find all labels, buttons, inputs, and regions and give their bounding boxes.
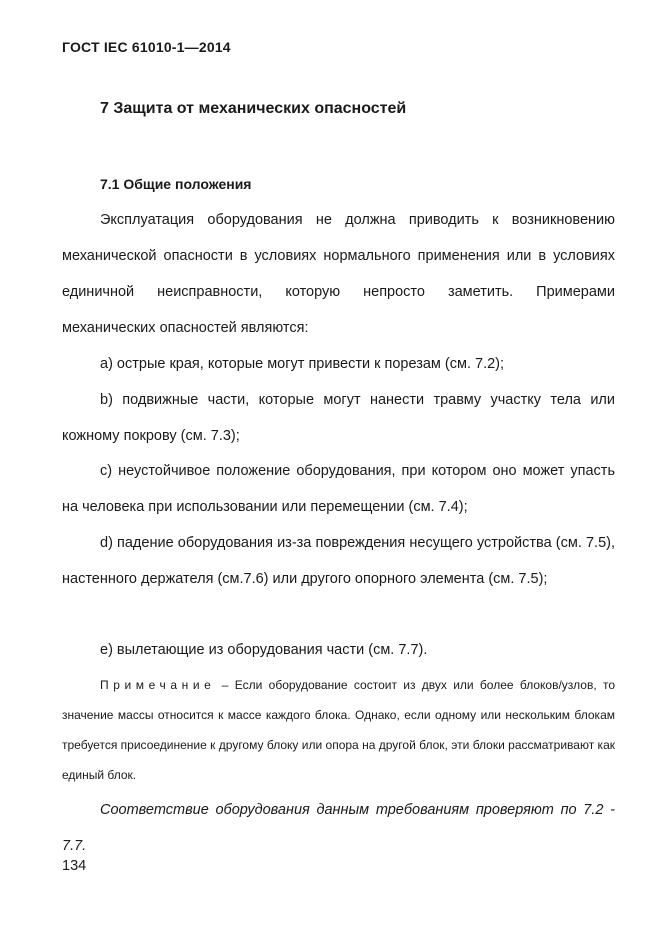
page-number: 134 [62,858,87,874]
list-item-b: b) подвижные части, которые могут нанести травму участку тела или кожному покрову (см. 7.3); [62,392,615,444]
standard-header: ГОСТ IEC 61010-1—2014 [62,39,231,55]
note-label: Примечание [100,678,216,692]
list-item-a: a) острые края, которые могут привести к порезам (см. 7.2); [100,356,505,372]
note-text: Если оборудование состоит из двух или более блоков/узлов, то значение массы относится к массе каждого блока. Однако, если одному или нескольким блокам требуется присоединение к другому блоку или опора на другой блок, эти блоки рассматривают как единый блок. [62,678,616,782]
note-paragraph [62,670,615,790]
intro-paragraph: Эксплуатация оборудования не должна приводить к возникновению механической опасности в условиях нормального применения или в условиях единичной неисправности, которую непросто заметить. Примерами механических опасностей являются: [62,212,615,336]
list-item-e: e) вылетающие из оборудования части (см. 7.7). [100,642,428,658]
subsection-title: 7.1 Общие положения [100,176,252,192]
list-item-d: d) падение оборудования из-за повреждения несущего устройства (см. 7.5), настенного держателя (см.7.6) или другого опорного элемента (см. 7.5); [62,535,615,587]
list-item-c: c) неустойчивое положение оборудования, при котором оно может упасть на человека при использовании или перемещении (см. 7.4); [62,463,615,515]
section-title: 7 Защита от механических опасностей [100,100,407,117]
compliance-paragraph: Соответствие оборудования данным требованиям проверяют по 7.2 - 7.7. [62,802,615,854]
note-dash: – [215,678,235,692]
